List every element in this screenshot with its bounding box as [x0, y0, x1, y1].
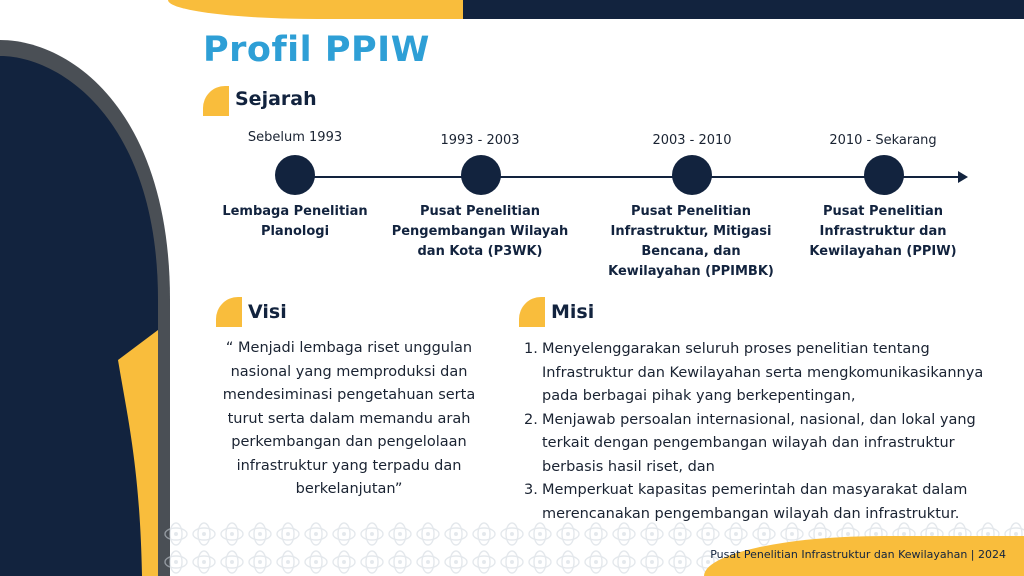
timeline-milestone-name: Pusat Penelitian Infrastruktur dan Kewilayahan (PPIW)	[809, 204, 957, 259]
sejarah-heading: Sejarah	[235, 88, 317, 110]
misi-item	[520, 338, 1000, 409]
visi-badge-icon	[216, 297, 242, 327]
timeline-milestone-name: Pusat Penelitian Infrastruktur, Mitigasi Bencana, dan Kewilayahan (PPIMBK)	[608, 204, 774, 279]
timeline-period: 2010 - Sekarang	[829, 133, 937, 148]
misi-list	[520, 338, 1000, 526]
sejarah-badge-icon	[203, 86, 229, 116]
page-title: Profil PPIW	[203, 30, 430, 70]
misi-item-number: 3.	[524, 482, 538, 498]
visi-text: “ Menjadi lembaga riset unggulan nasional yang memproduksi dan mendesiminasi pengetahuan serta turut serta dalam memandu arah perkembangan dan pengelolaan infrastruktur yang terpadu dan berkelanjutan”	[222, 340, 476, 497]
misi-item	[520, 409, 1000, 480]
timeline-milestone-name: Pusat Penelitian Pengembangan Wilayah dan Kota (P3WK)	[391, 204, 569, 259]
misi-heading: Misi	[551, 301, 595, 323]
timeline-node	[864, 155, 904, 195]
left-decorative-arch	[0, 0, 170, 576]
top-yellow-bar	[168, 0, 468, 19]
timeline-period: Sebelum 1993	[247, 130, 343, 145]
timeline-node	[672, 155, 712, 195]
misi-item	[520, 479, 1000, 526]
timeline-period: 2003 - 2010	[652, 133, 732, 148]
misi-badge-icon	[519, 297, 545, 327]
top-navy-bar	[463, 0, 1024, 19]
timeline-period: 1993 - 2003	[440, 133, 520, 148]
timeline-node	[275, 155, 315, 195]
timeline-milestone-name: Lembaga Penelitian Planologi	[222, 204, 368, 239]
timeline-node	[461, 155, 501, 195]
misi-item-number: 2.	[524, 411, 538, 428]
misi-item-number: 1.	[524, 341, 538, 357]
misi-item-text: Memperkuat kapasitas pemerintah dan masyarakat dalam merencanakan pengembangan wilayah dan infrastruktur.	[542, 482, 968, 522]
misi-item-text: Menjawab persoalan internasional, nasional, dan lokal yang terkait dengan pengembangan wilayah dan infrastruktur berbasis hasil riset, dan	[542, 411, 976, 475]
visi-heading: Visi	[248, 301, 287, 323]
timeline-arrow-icon	[958, 171, 968, 183]
footer-text: Pusat Penelitian Infrastruktur dan Kewilayahan | 2024	[710, 548, 1006, 561]
misi-item-text: Menyelenggarakan seluruh proses penelitian tentang Infrastruktur dan Kewilayahan serta mengkomunikasikannya pada berbagai pihak yang berkepentingan,	[542, 341, 984, 404]
timeline-line	[281, 176, 961, 178]
